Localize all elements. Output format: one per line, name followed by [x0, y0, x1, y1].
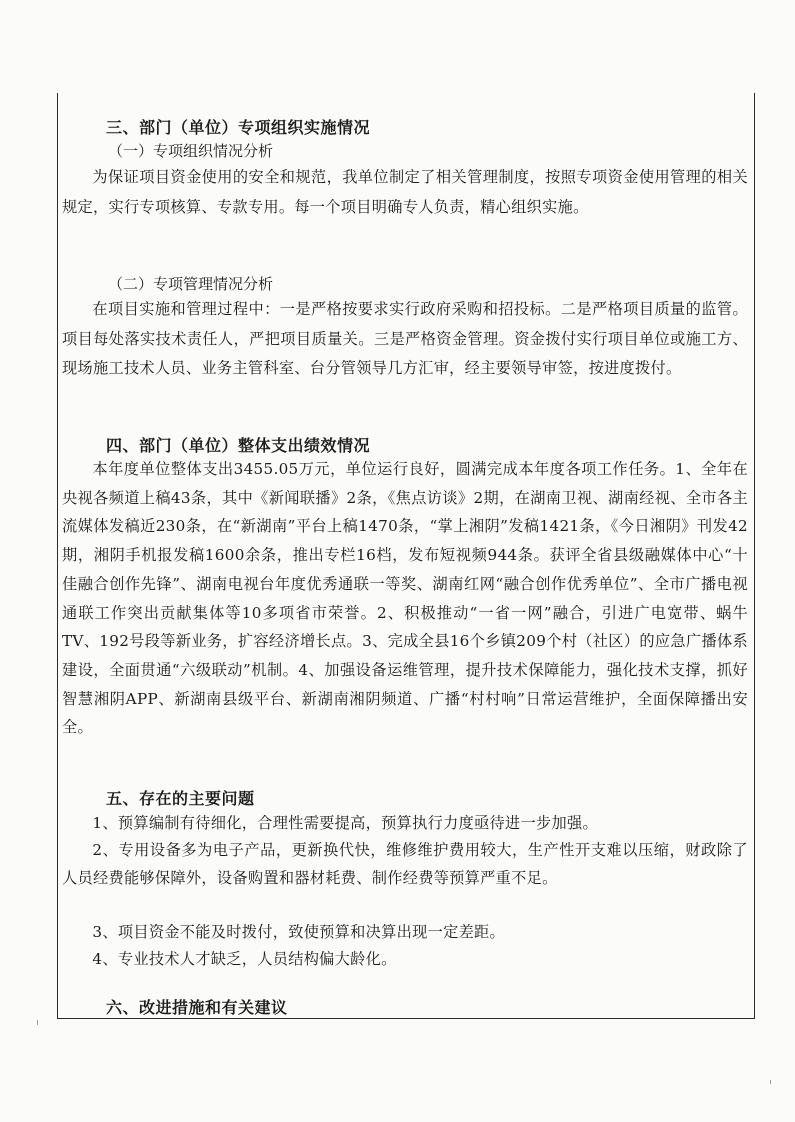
section-4-text: 本年度单位整体支出3455.05万元，单位运行良好，圆满完成本年度各项工作任务。1、全年在央视各频道上稿43条，其中《新闻联播》2条，《焦点访谈》2期，在湖南卫视、湖南经视、全市各主流媒体发稿近230条，在“新湖南”平台上稿1470条，“掌上湘阴”发稿1421条，《今日湘阴》刊发42期，湘阴手机报发稿1600余条，推出专栏16档，发布短视频944条。获评全省县级融媒体中心“十佳融合创作先锋”、湖南电视台年度优秀通联一等奖、湖南红网“融合创作优秀单位”、全市广播电视通联工作突出贡献集体等10多项省市荣誉。2、积极推动“一省一网”融合，引进广电宽带、蜗牛TV、192号段等新业务，扩容经济增长点。3、完成全县16个乡镇209个村（社区）的应急广播体系建设，全面贯通“六级联动”机制。4、加强设备运维管理，提升技术保障能力，强化技术支撑，抓好智慧湘阴APP、新湖南县级平台、新湖南湘阴频道、广播“村村响”日常运营维护，全面保障播出安全。	[62, 460, 748, 737]
scan-speck	[770, 1080, 771, 1084]
scan-speck	[37, 1020, 38, 1025]
section-3-sub1-title: （一）专项组织情况分析	[108, 142, 274, 160]
section-5-item-3: 3、项目资金不能及时拨付，致使预算和决算出现一定差距。	[92, 923, 506, 941]
section-5-title: 五、存在的主要问题	[106, 789, 255, 808]
section-5-item-2: 2、专用设备多为电子产品，更新换代快，维修维护费用较大，生产性开支难以压缩，财政除了人员经费能够保障外，设备购置和器材耗费、制作经费等预算严重不足。	[62, 841, 748, 887]
section-5-item-4: 4、专业技术人才缺乏，人员结构偏大龄化。	[92, 950, 397, 968]
section-3-title: 三、部门（单位）专项组织实施情况	[106, 118, 371, 137]
section-4-title: 四、部门（单位）整体支出绩效情况	[106, 436, 371, 455]
section-3-sub2-text: 在项目实施和管理过程中：一是严格按要求实行政府采购和招投标。二是严格项目质量的监管。项目每处落实技术责任人，严把项目质量关。三是严格资金管理。资金拨付实行项目单位或施工方、现场施工技术人员、业务主管科室、台分管领导几方汇审，经主要领导审签，按进度拨付。	[62, 300, 748, 378]
section-3-sub2-title: （二）专项管理情况分析	[108, 275, 274, 293]
document-table-frame	[57, 93, 755, 1019]
section-3-sub1-text: 为保证项目资金使用的安全和规范，我单位制定了相关管理制度，按照专项资金使用管理的相关规定，实行专项核算、专款专用。每一个项目明确专人负责，精心组织实施。	[62, 168, 748, 216]
section-5-item-1: 1、预算编制有待细化，合理性需要提高，预算执行力度亟待进一步加强。	[92, 814, 598, 832]
section-6-title: 六、改进措施和有关建议	[106, 998, 288, 1017]
